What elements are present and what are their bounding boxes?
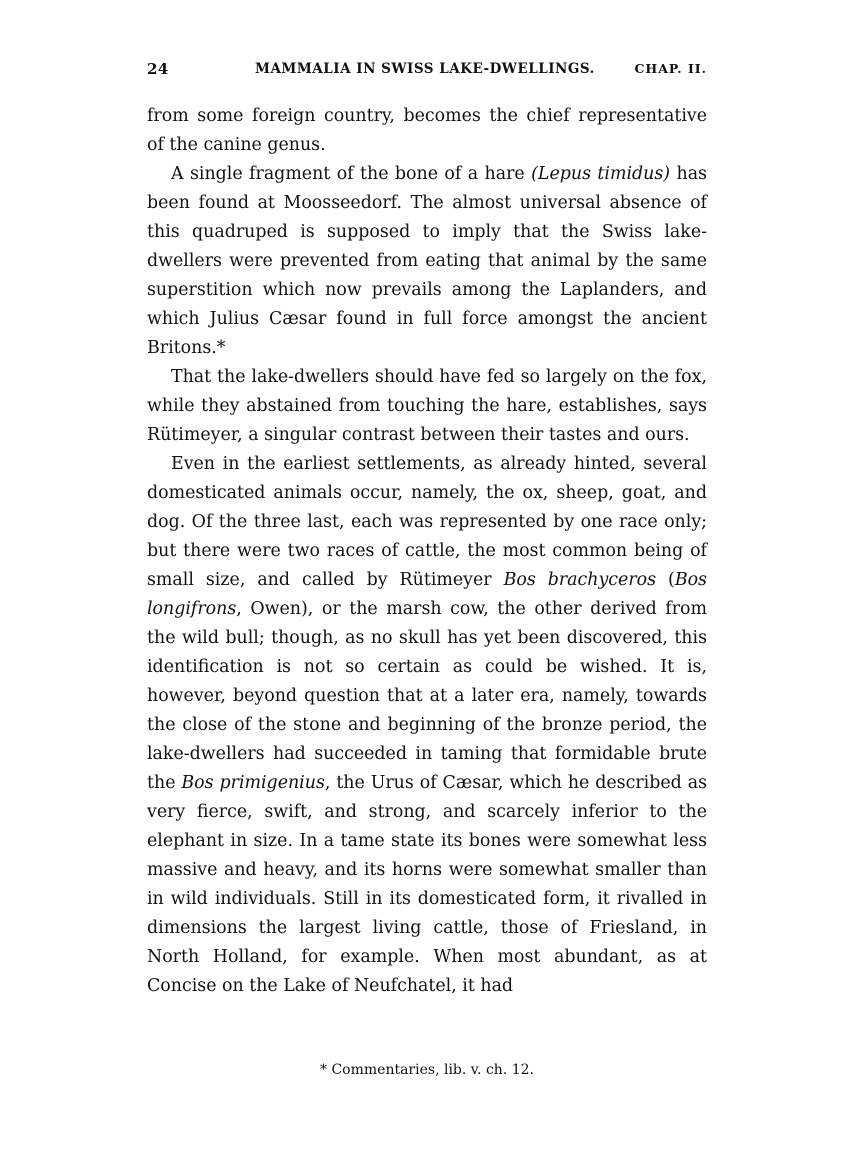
paragraph bbox=[147, 450, 707, 1001]
footnote: * Commentaries, lib. v. ch. 12. bbox=[320, 1062, 534, 1078]
italic-term: Bos longifrons bbox=[147, 570, 707, 619]
text-run: from some foreign country, becomes the chief representative of the canine genus. bbox=[147, 106, 707, 155]
running-title: MAMMALIA IN SWISS LAKE-DWELLINGS. bbox=[255, 61, 595, 77]
text-run: , the Urus of Cæsar, which he described as very fierce, swift, and strong, and scarcely inferior to the elephant in size. In a tame state its bones were somewhat less massive and heavy, and its horns were somewhat smaller than in wild individuals. Still in its domesticated form, it rivalled in dimensions the largest living cattle, those of Friesland, in North Holland, for example. When most abundant, as at Concise on the Lake of Neufchatel, it had bbox=[147, 773, 707, 996]
italic-term: Bos primigenius bbox=[181, 773, 325, 793]
body-text bbox=[147, 102, 707, 1001]
page-number: 24 bbox=[147, 60, 169, 78]
running-head bbox=[147, 60, 707, 86]
italic-term: Bos brachyceros bbox=[503, 570, 657, 590]
paragraph bbox=[147, 160, 707, 363]
text-run: has been found at Moosseedorf. The almost universal absence of this quadruped is supposed to imply that the Swiss lake-dwellers were prevented from eating that animal by the same superstition which now prevails among the Laplanders, and which Julius Cæsar found in full force amongst the ancient Britons.* bbox=[147, 164, 707, 358]
italic-term: (Lepus timidus) bbox=[531, 164, 671, 184]
paragraph bbox=[147, 102, 707, 160]
text-run: ( bbox=[656, 570, 675, 590]
chapter-reference: CHAP. II. bbox=[634, 61, 707, 76]
paragraph bbox=[147, 363, 707, 450]
text-run: That the lake-dwellers should have fed so largely on the fox, while they abstained from touching the hare, establishes, says Rütimeyer, a singular contrast between their tastes and ours. bbox=[147, 367, 707, 445]
text-run: Even in the earliest settlements, as already hinted, several domesticated animals occur, namely, the ox, sheep, goat, and dog. Of the three last, each was represented by one race only; but there were two races of cattle, the most common being of small size, and called by Rütimeyer bbox=[147, 454, 707, 590]
text-run: , Owen), or the marsh cow, the other derived from the wild bull; though, as no skull has yet been discovered, this identification is not so certain as could be wished. It is, however, beyond question that at a later era, namely, towards the close of the stone and beginning of the bronze period, the lake-dwellers had succeeded in taming that formidable brute the bbox=[147, 599, 707, 793]
text-run: A single fragment of the bone of a hare bbox=[171, 164, 532, 184]
